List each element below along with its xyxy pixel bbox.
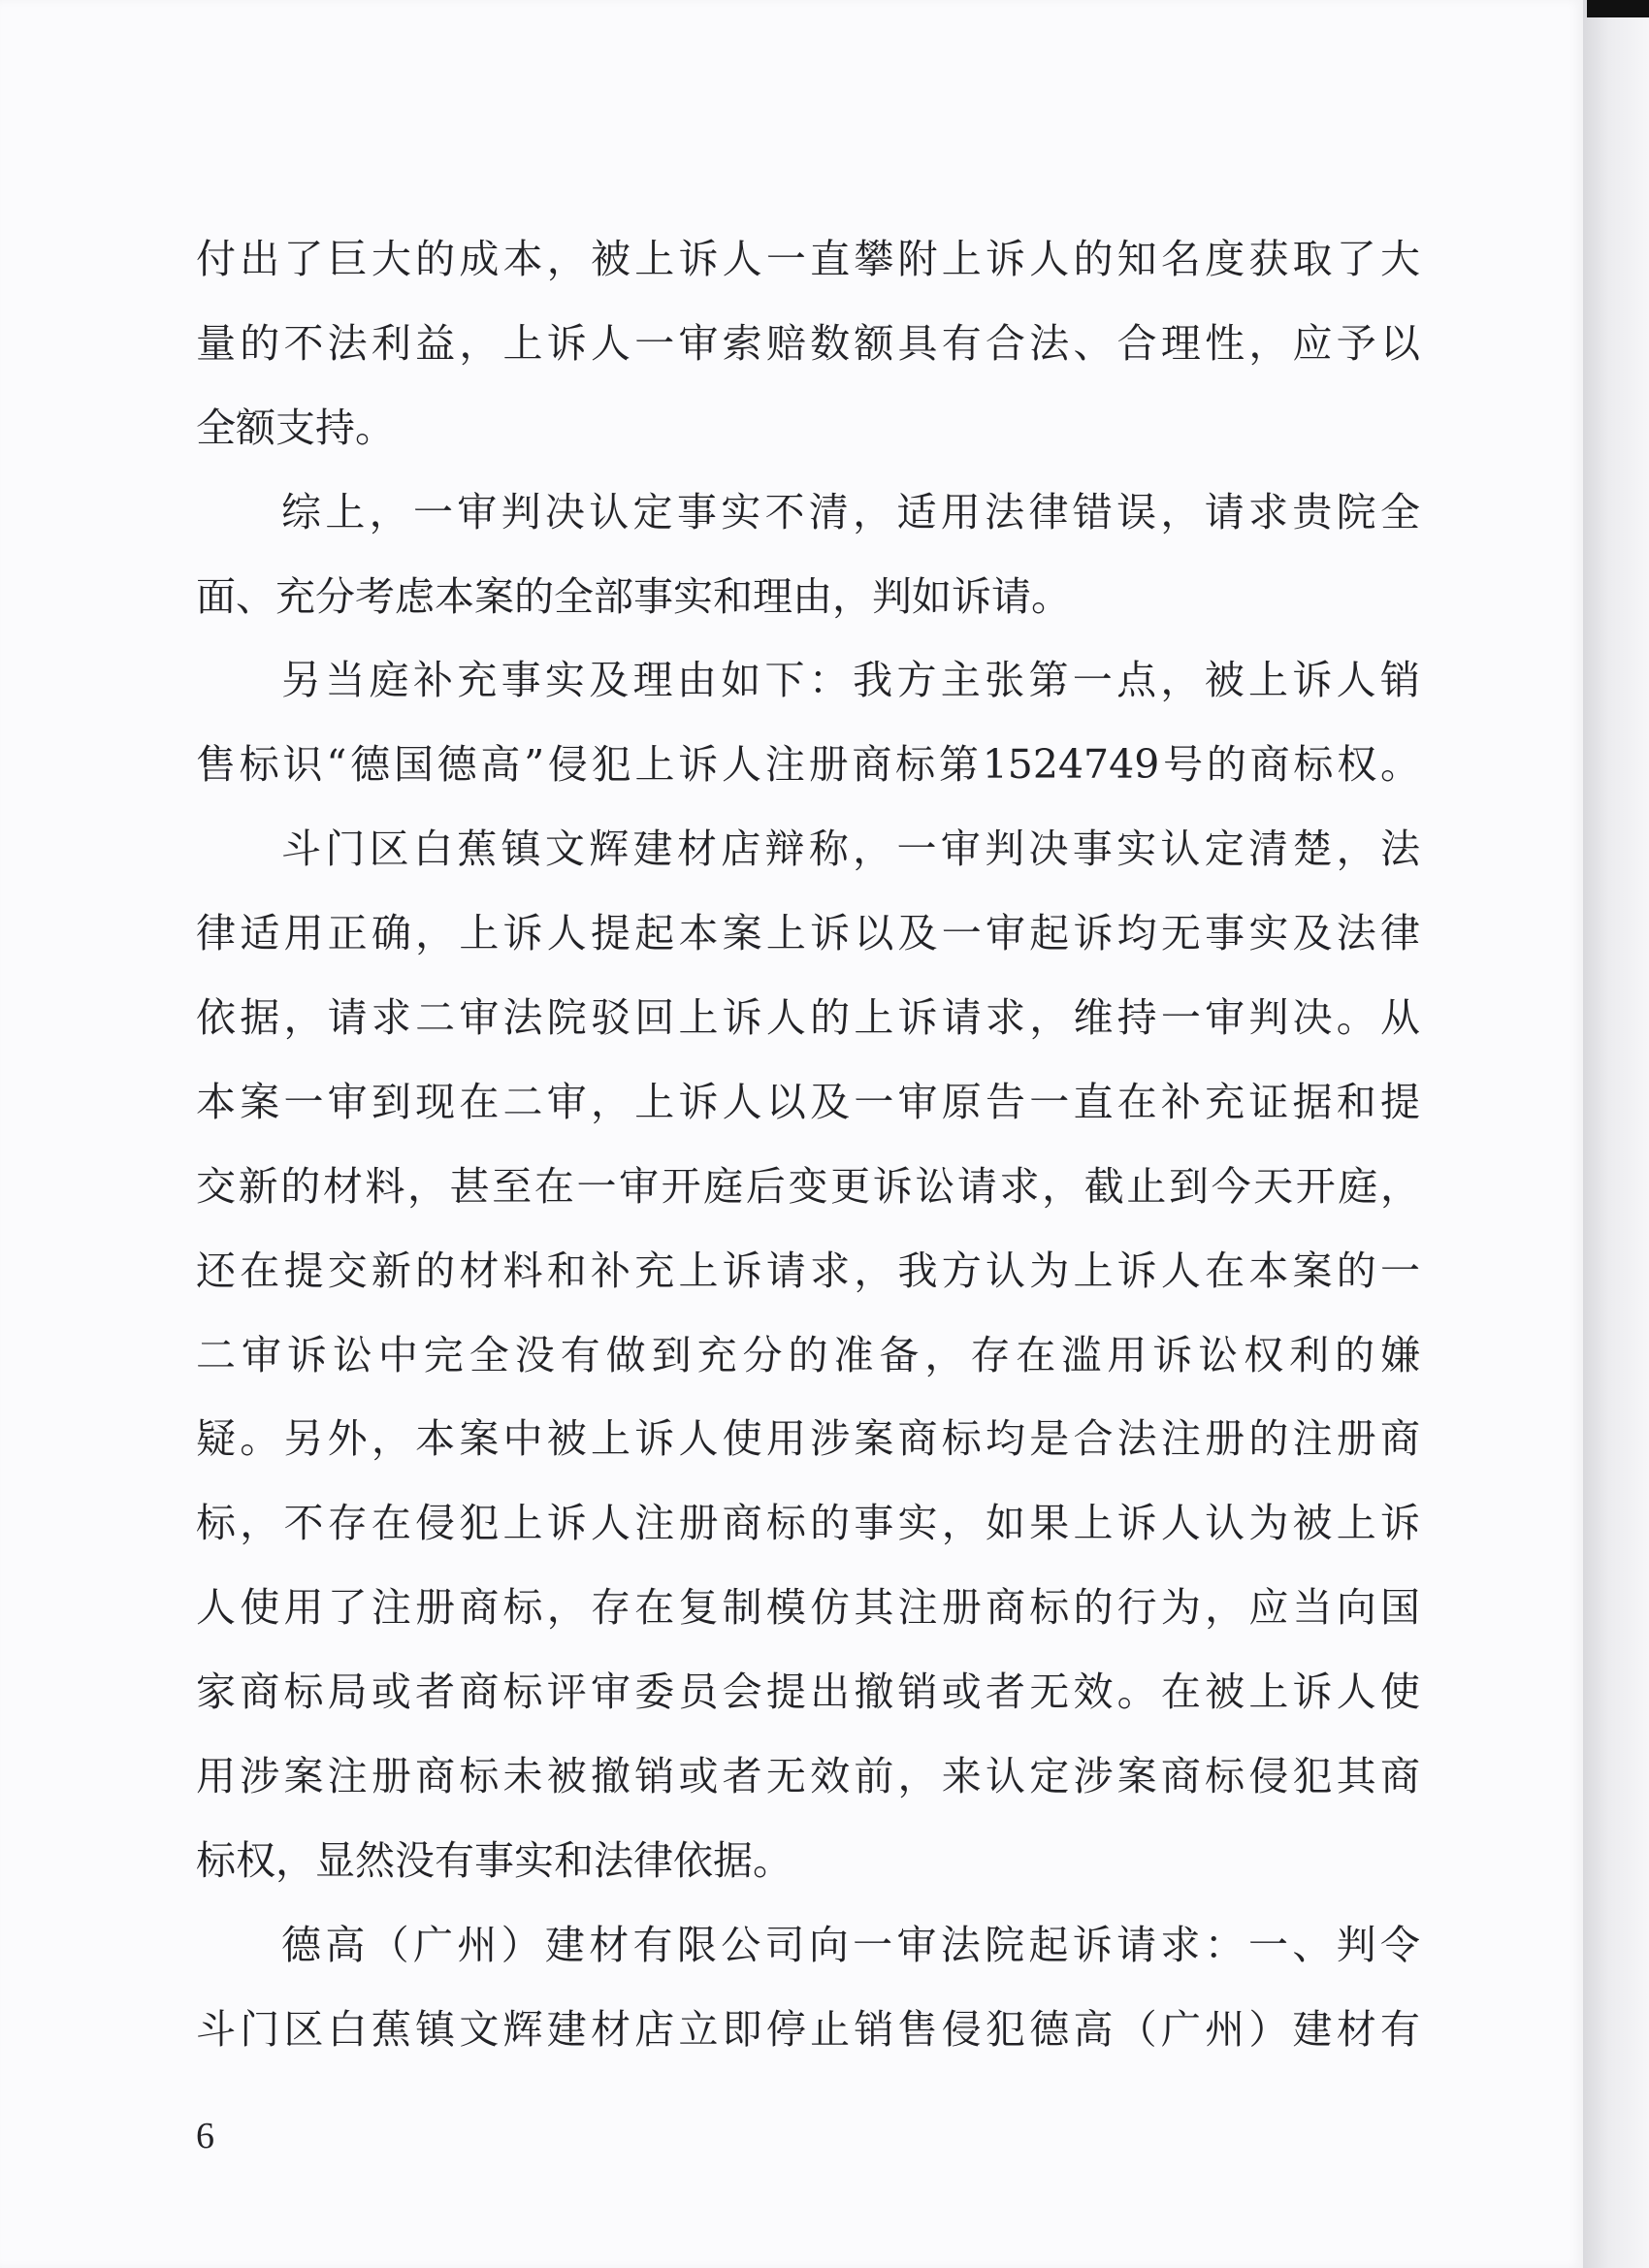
text-line: 斗门区白蕉镇文辉建材店立即停止销售侵犯德高（广州）建材有 bbox=[196, 2005, 1420, 2053]
text-line: 依据，请求二审法院驳回上诉人的上诉请求，维持一审判决。从 bbox=[196, 994, 1420, 1042]
text-line: 标权，显然没有事实和法律依据。 bbox=[196, 1836, 792, 1884]
text-line: 二审诉讼中完全没有做到充分的准备，存在滥用诉讼权利的嫌 bbox=[196, 1331, 1420, 1378]
text-line: 人使用了注册商标，存在复制模仿其注册商标的行为，应当向国 bbox=[196, 1584, 1420, 1632]
paragraph-first-line: 综上，一审判决认定事实不清，适用法律错误，请求贵院全 bbox=[281, 488, 1420, 535]
text-line: 本案一审到现在二审，上诉人以及一审原告一直在补充证据和提 bbox=[196, 1078, 1420, 1125]
text-line: 付出了巨大的成本，被上诉人一直攀附上诉人的知名度获取了大 bbox=[196, 236, 1420, 282]
text-line: 疑。另外，本案中被上诉人使用涉案商标均是合法注册的注册商 bbox=[196, 1415, 1420, 1463]
paragraph-first-line: 另当庭补充事实及理由如下：我方主张第一点，被上诉人销 bbox=[281, 657, 1420, 704]
text-line: 家商标局或者商标评审委员会提出撤销或者无效。在被上诉人使 bbox=[196, 1669, 1420, 1716]
text-line: 律适用正确，上诉人提起本案上诉以及一审起诉均无事实及法律 bbox=[196, 910, 1420, 957]
page-number: 6 bbox=[196, 2116, 214, 2156]
paragraph-first-line: 斗门区白蕉镇文辉建材店辩称，一审判决事实认定清楚，法 bbox=[281, 826, 1420, 873]
scan-corner-mark bbox=[1587, 0, 1649, 17]
text-line: 售标识“德国德高”侵犯上诉人注册商标第1524749号的商标权。 bbox=[196, 741, 1420, 789]
text-line: 还在提交新的材料和补充上诉请求，我方认为上诉人在本案的一 bbox=[196, 1247, 1420, 1294]
paragraph-first-line: 德高（广州）建材有限公司向一审法院起诉请求：一、判令 bbox=[281, 1921, 1420, 1968]
text-line: 全额支持。 bbox=[196, 404, 395, 451]
text-line: 量的不法利益，上诉人一审索赔数额具有合法、合理性，应予以 bbox=[196, 319, 1420, 367]
text-line: 面、充分考虑本案的全部事实和理由，判如诉请。 bbox=[196, 572, 1071, 620]
text-line: 标，不存在侵犯上诉人注册商标的事实，如果上诉人认为被上诉 bbox=[196, 1500, 1420, 1547]
body-text bbox=[196, 217, 1420, 2072]
text-line: 用涉案注册商标未被撤销或者无效前，来认定涉案商标侵犯其商 bbox=[196, 1753, 1420, 1800]
text-line: 交新的材料，甚至在一审开庭后变更诉讼请求，截止到今天开庭， bbox=[196, 1162, 1420, 1210]
scan-edge bbox=[1583, 0, 1649, 2268]
